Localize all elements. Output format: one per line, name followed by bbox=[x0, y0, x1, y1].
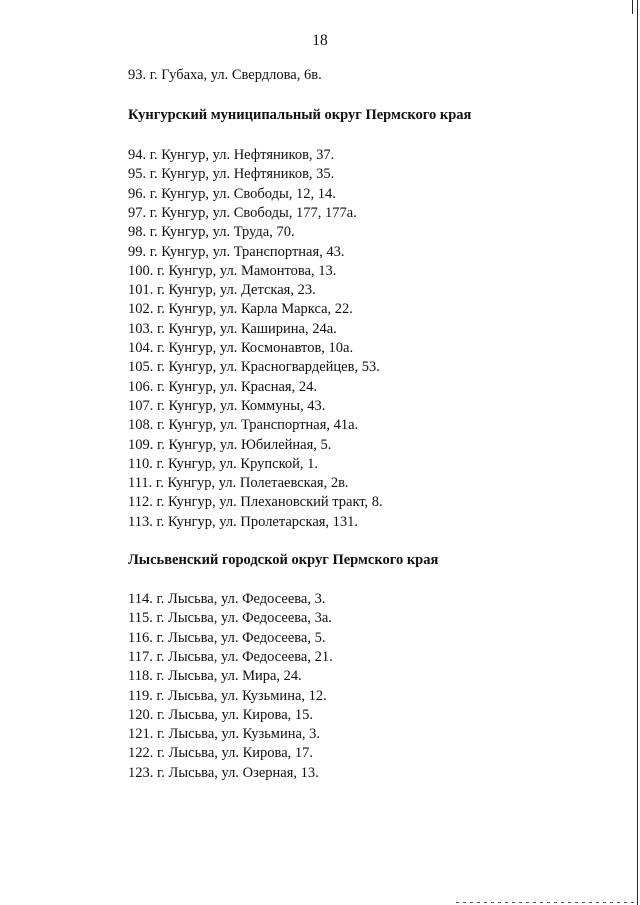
list-item: 123. г. Лысьва, ул. Озерная, 13. bbox=[128, 764, 319, 781]
list-item: 108. г. Кунгур, ул. Транспортная, 41а. bbox=[128, 417, 359, 434]
list-item: 100. г. Кунгур, ул. Мамонтова, 13. bbox=[128, 262, 337, 279]
list-item: 121. г. Лысьва, ул. Кузьмина, 3. bbox=[128, 726, 321, 743]
list-item: 119. г. Лысьва, ул. Кузьмина, 12. bbox=[128, 687, 327, 704]
list-item: 97. г. Кунгур, ул. Свободы, 177, 177а. bbox=[128, 204, 357, 221]
list-item: 109. г. Кунгур, ул. Юбилейная, 5. bbox=[128, 436, 332, 453]
list-item: 122. г. Лысьва, ул. Кирова, 17. bbox=[128, 745, 314, 762]
list-item: 96. г. Кунгур, ул. Свободы, 12, 14. bbox=[128, 185, 336, 202]
list-item: 102. г. Кунгур, ул. Карла Маркса, 22. bbox=[128, 301, 353, 318]
list-item: 104. г. Кунгур, ул. Космонавтов, 10а. bbox=[128, 340, 354, 356]
list-item: 117. г. Лысьва, ул. Федосеева, 21. bbox=[128, 648, 333, 665]
list-item: 94. г. Кунгур, ул. Нефтяников, 37. bbox=[128, 147, 335, 163]
scan-edge-dashes bbox=[456, 902, 636, 903]
list-item: 101. г. Кунгур, ул. Детская, 23. bbox=[128, 282, 316, 299]
list-item: 99. г. Кунгур, ул. Транспортная, 43. bbox=[128, 243, 345, 260]
list-item: 110. г. Кунгур, ул. Крупской, 1. bbox=[128, 455, 319, 472]
list-item: 115. г. Лысьва, ул. Федосеева, 3а. bbox=[128, 610, 332, 627]
list-item: 118. г. Лысьва, ул. Мира, 24. bbox=[128, 668, 302, 685]
list-item: 93. г. Губаха, ул. Свердлова, 6в. bbox=[128, 67, 322, 83]
list-item: 116. г. Лысьва, ул. Федосеева, 5. bbox=[128, 629, 326, 646]
list-item: 106. г. Кунгур, ул. Красная, 24. bbox=[128, 378, 317, 395]
list-item: 107. г. Кунгур, ул. Коммуны, 43. bbox=[128, 397, 326, 414]
section-heading-kungur: Кунгурский муниципальный округ Пермского края bbox=[128, 107, 472, 123]
list-item: 111. г. Кунгур, ул. Полетаевская, 2в. bbox=[128, 475, 349, 492]
list-item: 105. г. Кунгур, ул. Красногвардейцев, 53. bbox=[128, 359, 380, 376]
page-number: 18 bbox=[312, 32, 328, 49]
list-item: 120. г. Лысьва, ул. Кирова, 15. bbox=[128, 706, 314, 723]
scan-edge-corner bbox=[632, 0, 638, 14]
list-item: 114. г. Лысьва, ул. Федосеева, 3. bbox=[128, 591, 326, 607]
list-item: 113. г. Кунгур, ул. Пролетарская, 131. bbox=[128, 513, 359, 530]
list-item: 112. г. Кунгур, ул. Плехановский тракт, 8. bbox=[128, 494, 383, 511]
section-heading-lysva: Лысьвенский городской округ Пермского края bbox=[128, 552, 439, 568]
scan-edge-line bbox=[637, 0, 638, 905]
list-item: 95. г. Кунгур, ул. Нефтяников, 35. bbox=[128, 166, 335, 183]
list-item: 98. г. Кунгур, ул. Труда, 70. bbox=[128, 224, 295, 241]
list-item: 103. г. Кунгур, ул. Каширина, 24а. bbox=[128, 320, 337, 337]
